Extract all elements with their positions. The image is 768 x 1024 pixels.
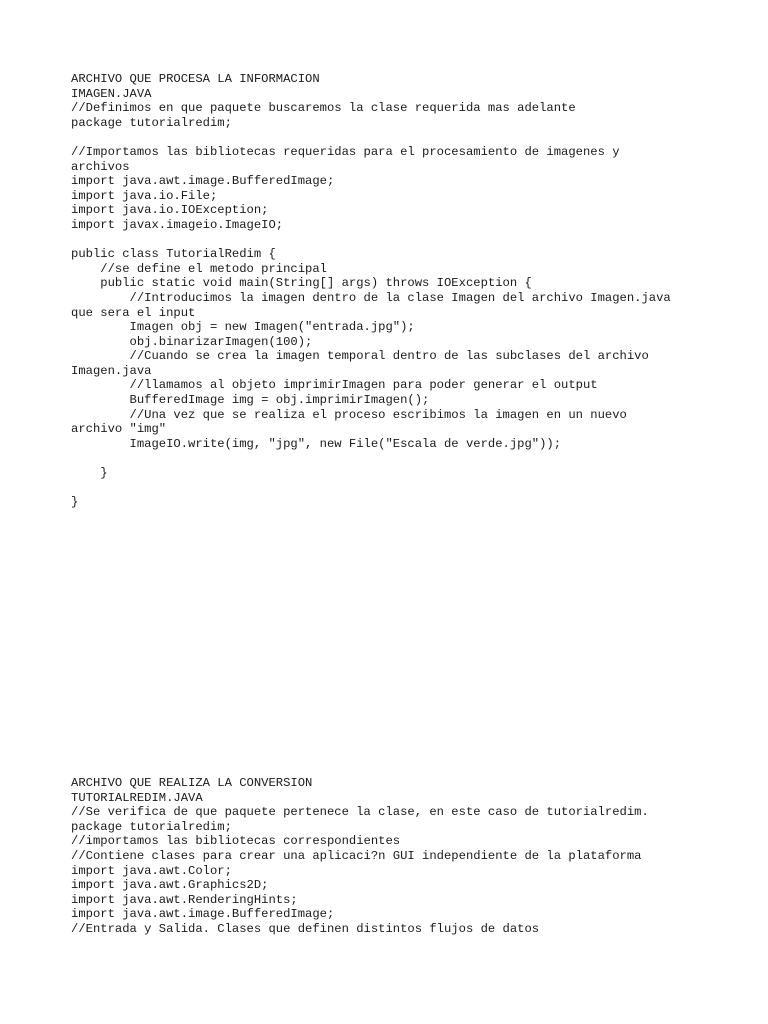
code-line: //Una vez que se realiza el proceso escribimos la imagen en un nuevo [71, 407, 627, 422]
code-line: //Entrada y Salida. Clases que definen distintos flujos de datos [71, 921, 540, 936]
code-line: import java.io.IOException; [71, 203, 269, 218]
code-line: } [71, 495, 79, 510]
code-line [71, 451, 711, 466]
code-line: import java.awt.image.BufferedImage; [71, 907, 335, 922]
code-line: //se define el metodo principal [71, 261, 327, 276]
code-section-imagen-java [71, 72, 711, 510]
code-line: Imagen.java [71, 363, 152, 378]
code-line: //Contiene clases para crear una aplicaci?n GUI independiente de la plataforma [71, 848, 642, 863]
code-line: obj.binarizarImagen(100); [71, 334, 313, 349]
code-line: //Importamos las bibliotecas requeridas para el procesamiento de imagenes y [71, 144, 620, 159]
code-line: archivo "img" [71, 422, 167, 437]
code-line: public static void main(String[] args) throws IOException { [71, 276, 532, 291]
code-line [71, 481, 711, 496]
code-line: //Introducimos la imagen dentro de la clase Imagen del archivo Imagen.java [71, 290, 671, 305]
code-line: public class TutorialRedim { [71, 247, 276, 262]
code-line: import java.awt.RenderingHints; [71, 892, 298, 907]
code-line [71, 130, 711, 145]
code-section-tutorialredim-java [71, 776, 711, 937]
code-line: package tutorialredim; [71, 819, 232, 834]
code-line: ARCHIVO QUE REALIZA LA CONVERSION [71, 776, 313, 790]
code-line: ImageIO.write(img, "jpg", new File("Escala de verde.jpg")); [71, 436, 562, 451]
code-line: import java.awt.Color; [71, 863, 232, 878]
code-line: import java.io.File; [71, 188, 218, 203]
code-line: import javax.imageio.ImageIO; [71, 217, 284, 232]
code-line: } [71, 466, 108, 481]
code-line: BufferedImage img = obj.imprimirImagen(); [71, 393, 430, 408]
code-line: Imagen obj = new Imagen("entrada.jpg"); [71, 320, 415, 335]
code-line: import java.awt.Graphics2D; [71, 878, 269, 893]
code-line: //importamos las bibliotecas correspondientes [71, 834, 401, 849]
code-line: //Se verifica de que paquete pertenece la clase, en este caso de tutorialredim. [71, 805, 649, 820]
code-line: import java.awt.image.BufferedImage; [71, 174, 335, 189]
code-line: IMAGEN.JAVA [71, 86, 152, 101]
code-line: //llamamos al objeto imprimirImagen para poder generar el output [71, 378, 598, 393]
code-line: //Cuando se crea la imagen temporal dentro de las subclases del archivo [71, 349, 649, 364]
code-line [71, 233, 711, 248]
code-line: que sera el input [71, 305, 196, 320]
code-line: TUTORIALREDIM.JAVA [71, 790, 203, 805]
code-line: //Definimos en que paquete buscaremos la clase requerida mas adelante [71, 101, 576, 116]
code-line: ARCHIVO QUE PROCESA LA INFORMACION [71, 72, 320, 86]
code-line: package tutorialredim; [71, 115, 232, 130]
code-line: archivos [71, 159, 130, 174]
